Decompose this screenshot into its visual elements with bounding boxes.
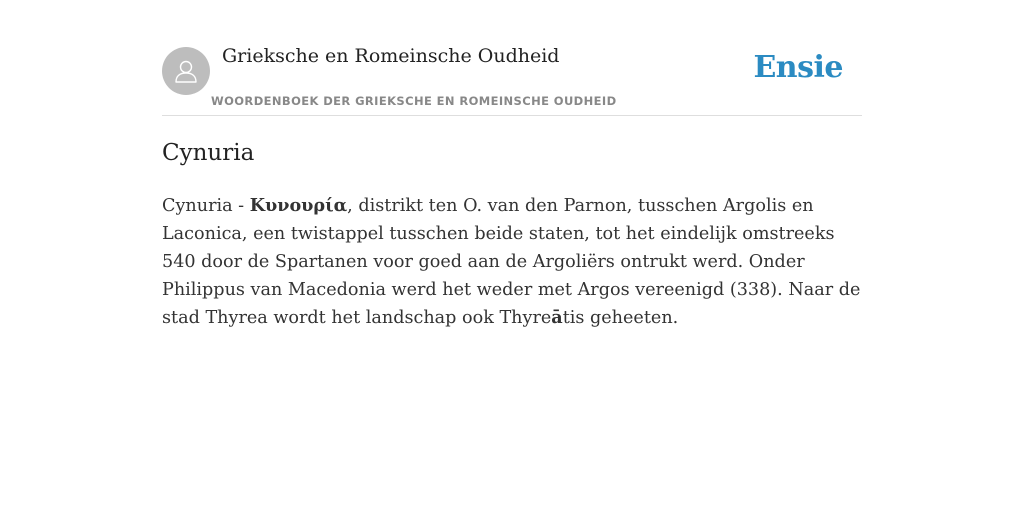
avatar[interactable] [162,47,210,95]
site-title[interactable]: Grieksche en Romeinsche Oudheid [222,45,560,67]
site-header [162,0,862,116]
greek-term: Κυνουρία [249,195,348,216]
entry-text: , distrikt ten O. van den Parnon, tusschen Argolis en Laconica, een twistappel tusschen beide staten, tot het eindelijk omstreeks 540 door de Spartanen voor goed aan de Argoliërs ontrukt werd. Onder Philippus van Macedonia werd het weder met Argos vereenigd (338). Naar de stad Thyrea wordt het landschap ook Thyre [162,196,861,328]
brand-logo[interactable]: Ensie [753,50,843,85]
user-icon [172,57,200,85]
entry-title: Cynuria [162,140,255,166]
entry-term: Cynuria - [162,196,250,216]
accented-vowel: ā [551,307,563,328]
entry-body [162,192,872,332]
entry-text-end: tis geheeten. [562,308,679,328]
site-subtitle: WOORDENBOEK DER GRIEKSCHE EN ROMEINSCHE OUDHEID [211,94,617,108]
